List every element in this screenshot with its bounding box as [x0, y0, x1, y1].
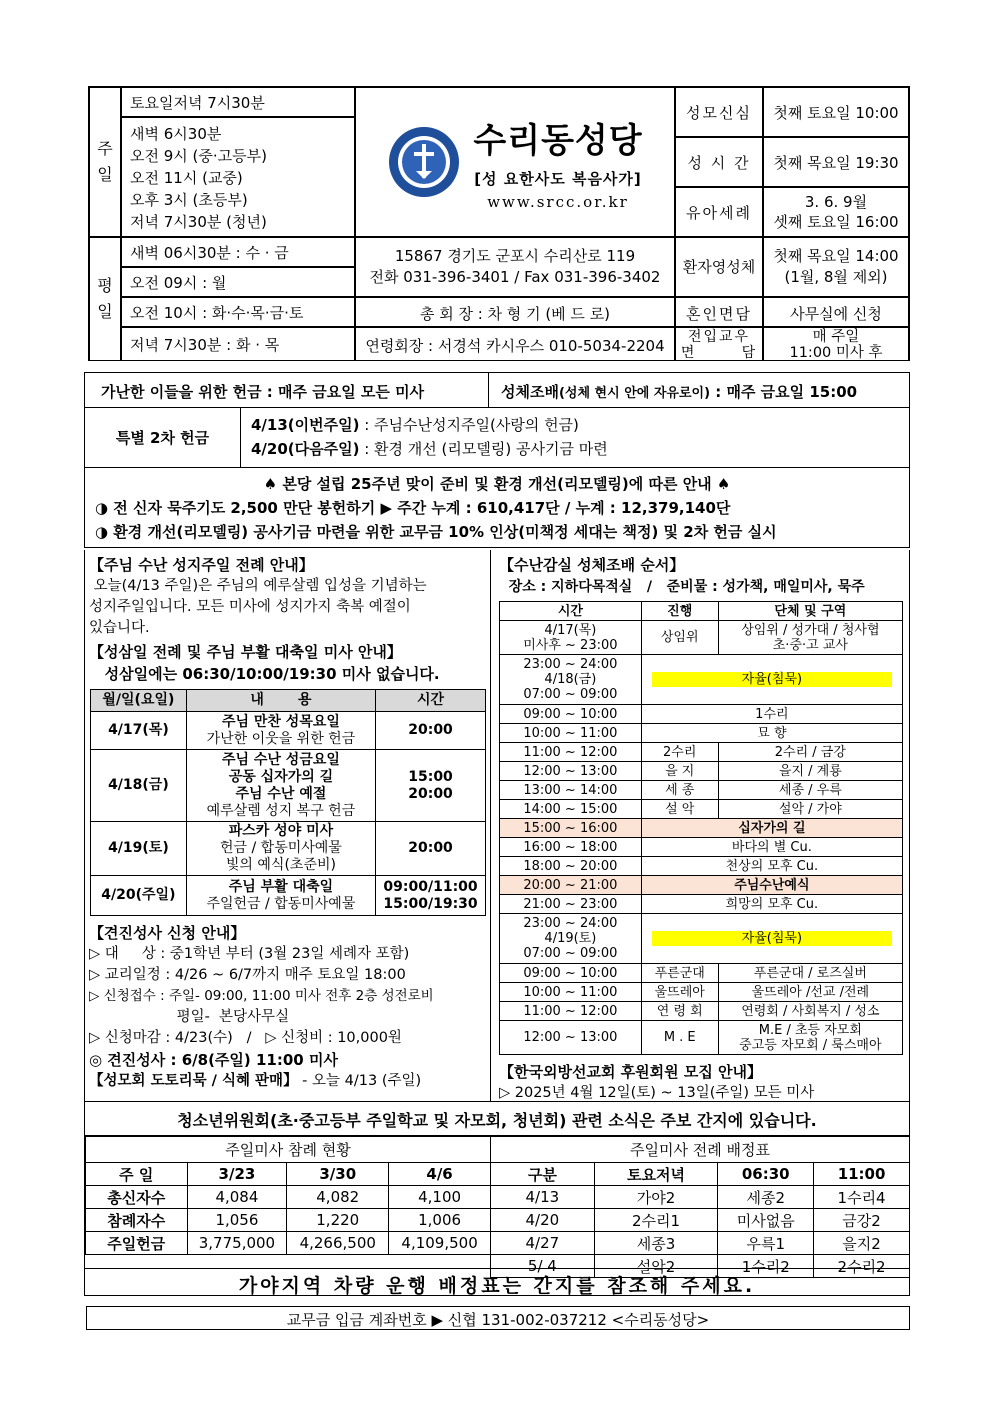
- header-overlay: [88, 86, 910, 361]
- info-key: 혼인면담: [675, 297, 763, 327]
- table-header: 시간: [376, 690, 486, 712]
- special-offering-item: 4/13(이번주일) : 주님수난성지주일(사랑의 헌금): [251, 416, 579, 434]
- table-row: 4/20(주일) 주님 부활 대축일 주일헌금 / 합동미사예물 09:00/11:00 15:00/19:30: [91, 876, 486, 916]
- info-key: 성 시 간: [675, 137, 763, 187]
- table-row: 16:00 ~ 18:00 바다의 별 Cu.: [500, 838, 903, 857]
- table-row: 23:00 ~ 24:00 4/18(금) 07:00 ~ 09:00 자율(침묵): [500, 655, 903, 705]
- table-row: 21:00 ~ 23:00 희망의 모후 Cu.: [500, 895, 903, 914]
- parish-website: www.srcc.or.kr: [487, 193, 629, 211]
- table-row: 참례자수 1,056 1,220 1,006: [86, 1209, 491, 1232]
- confirmation-line: ▷ 교리일정 : 4/26 ~ 6/7까지 매주 토요일 18:00: [89, 967, 406, 983]
- confirmation-line: ▷ 대 상 : 중1학년 부터 (3월 23일 세례자 포함): [89, 946, 410, 962]
- table-row: 4/20 2수리1 미사없음 금강2: [491, 1209, 910, 1232]
- account-notice: 교무금 입금 계좌번호 ▶ 신협 131-002-037212 <수리동성당>: [86, 1306, 910, 1330]
- table-header: 3/23: [187, 1163, 287, 1186]
- table-header: 진행: [641, 602, 718, 621]
- sale-notice: 【성모회 도토리묵 / 식혜 판매】 - 오늘 4/13 (주일): [89, 1073, 422, 1089]
- poor-offering: 가난한 이들을 위한 헌금 : 매주 금요일 모든 미사: [85, 373, 489, 407]
- confirmation-line: ▷ 신청접수 : 주일- 09:00, 11:00 미사 전후 2층 성전로비: [89, 988, 434, 1004]
- notice-row-special: [84, 408, 910, 468]
- info-value: 사무실에 신청: [763, 297, 909, 327]
- triduum-note: 성삼일에는 06:30/10:00/19:30 미사 없습니다.: [89, 665, 440, 683]
- table-header: 내 용: [186, 690, 375, 712]
- table-row: 15:00 ~ 16:00 십자가의 길: [500, 819, 903, 838]
- parish-title-area: [355, 87, 675, 237]
- palm-sunday-text: 오늘(4/13 주일)은 주님의 예루살렘 입성을 기념하는: [89, 578, 427, 594]
- info-key: 환자영성체: [675, 237, 763, 297]
- table-row: 09:00 ~ 10:00 푸른군대 푸른군대 / 로즈실버: [500, 964, 903, 983]
- youth-notice: 청소년위원회(초·중고등부 주일학교 및 자모회, 청년회) 관련 소식은 주보 간지에 있습니다.: [84, 1102, 910, 1136]
- table-row: 4/19(토) 파스카 성야 미사 헌금 / 합동미사예물 빛의 예식(초준비) 20:00: [91, 822, 486, 876]
- table-row: 13:00 ~ 14:00 세 종 세종 / 우륵: [500, 781, 903, 800]
- parish-phone: 전화 031-396-3401 / Fax 031-396-3402: [369, 268, 661, 286]
- table-row: 4/27 세종3 우륵1 을지2: [491, 1232, 910, 1255]
- anniversary-item: ◑ 환경 개선(리모델링) 공사기금 마련을 위한 교무금 10% 인상(미책정 세대는 책정) 및 2차 헌금 실시: [95, 523, 777, 541]
- table-header: 4/6: [389, 1163, 491, 1186]
- table-row: 주일헌금 3,775,000 4,266,500 4,109,500: [86, 1232, 491, 1255]
- special-offering-list: [241, 408, 909, 467]
- confirmation-line: 평일- 본당사무실: [89, 1009, 290, 1025]
- confirmation-date: ◎ 견진성사 : 6/8(주일) 11:00 미사: [89, 1051, 338, 1069]
- table-header: 월/일(요일): [91, 690, 187, 712]
- parish-logo-icon: [387, 125, 461, 199]
- table-header: 주 일: [86, 1163, 188, 1186]
- sunday-mass-item: 오전 11시 (교중): [130, 169, 243, 187]
- table-row: 10:00 ~ 11:00 묘 향: [500, 724, 903, 743]
- left-column: [84, 550, 490, 1102]
- anniversary-title: ♠ 본당 설립 25주년 맞이 준비 및 환경 개선(리모델링)에 따른 안내 ♠: [263, 475, 731, 493]
- weekday-side-label: 평 일: [89, 237, 121, 361]
- adoration-order-title: 【수난감실 성체조배 순서】: [499, 556, 685, 574]
- parish-president: 총 회 장 : 차 형 기 (베 드 로): [355, 297, 675, 327]
- sunday-mass-list: [121, 117, 355, 237]
- parish-subtitle: [성 요한사도 복음사가]: [474, 170, 642, 188]
- weekday-mass-item: 오전 09시 : 월: [121, 267, 355, 297]
- roster-title: 주일미사 전례 배정표: [491, 1137, 910, 1163]
- info-key: 유아세례: [675, 187, 763, 237]
- table-header: 토요저녁: [594, 1163, 718, 1186]
- confirmation-line: ▷ 신청마감 : 4/23(수) / ▷ 신청비 : 10,000원: [89, 1030, 402, 1046]
- confirmation-title: 【견진성사 신청 안내】: [89, 924, 246, 942]
- table-row: 18:00 ~ 20:00 천상의 모후 Cu.: [500, 857, 903, 876]
- info-key: 성모신심: [675, 87, 763, 137]
- table-row: 12:00 ~ 13:00 M . E M.E / 초등 자모회 중고등 자모회 / 룩스매아: [500, 1021, 903, 1055]
- table-row: 11:00 ~ 12:00 연 령 회 연령회 / 사회복지 / 성소: [500, 1002, 903, 1021]
- info-key: 전입교우 면 담: [675, 327, 763, 361]
- info-value: 첫째 목요일 14:00 (1월, 8월 제외): [763, 237, 909, 297]
- table-row: 4/18(금) 주님 수난 성금요일 공동 십자가의 길 주님 수난 예절 예루살렘 성지 복구 헌금 15:00 20:00: [91, 750, 486, 822]
- info-value: 첫째 목요일 19:30: [763, 137, 909, 187]
- table-header: 시간: [500, 602, 642, 621]
- attendance-block: [84, 1136, 490, 1268]
- table-row: 총신자수 4,084 4,082 4,100: [86, 1186, 491, 1209]
- parish-contact: [355, 237, 675, 297]
- notice-row-offering: [84, 372, 910, 408]
- weekday-mass-item: 저녁 7시30분 : 화 · 목: [121, 327, 355, 361]
- table-header: 06:30: [718, 1163, 814, 1186]
- triduum-table: [90, 689, 486, 916]
- table-row: 11:00 ~ 12:00 2수리 2수리 / 금강: [500, 743, 903, 762]
- table-row: 20:00 ~ 21:00 주님수난예식: [500, 876, 903, 895]
- mission-text: ▷ 2025년 4월 12일(토) ~ 13일(주일) 모든 미사: [499, 1085, 815, 1101]
- anniversary-item: ◑ 전 신자 묵주기도 2,500 만단 봉헌하기 ▶ 주간 누계 : 610,417단 / 누계 : 12,379,140단: [95, 499, 731, 517]
- weekday-mass-item: 오전 10시 : 화·수·목·금·토: [121, 297, 355, 327]
- sunday-mass-item: 새벽 6시30분: [130, 125, 222, 143]
- parish-address: 15867 경기도 군포시 수리산로 119: [394, 247, 636, 265]
- info-value: 매 주일 11:00 미사 후: [763, 327, 909, 361]
- sunday-mass-item: 오후 3시 (초등부): [130, 191, 248, 209]
- table-header: 구분: [491, 1163, 595, 1186]
- attendance-title: 주일미사 참례 현황: [86, 1137, 491, 1163]
- palm-sunday-text: 성지주일입니다. 모든 미사에 성지가지 축복 예절이: [89, 599, 411, 615]
- table-header: 11:00: [814, 1163, 910, 1186]
- special-offering-item: 4/20(다음주일) : 환경 개선 (리모델링) 공사기금 마련: [251, 440, 608, 458]
- table-row: 14:00 ~ 15:00 설 악 설악 / 가야: [500, 800, 903, 819]
- info-value: 3. 6. 9월 셋째 토요일 16:00: [763, 187, 909, 237]
- special-offering-label: 특별 2차 헌금: [85, 408, 241, 467]
- parish-elder: 연령회장 : 서경석 카시우스 010-5034-2204: [355, 327, 675, 361]
- table-row: 23:00 ~ 24:00 4/19(토) 07:00 ~ 09:00 자율(침묵): [500, 914, 903, 964]
- adoration-order-place: 장소 : 지하다목적실 / 준비물 : 성가책, 매일미사, 묵주: [499, 579, 865, 595]
- right-column: [490, 550, 910, 1102]
- palm-sunday-text: 있습니다.: [89, 620, 150, 636]
- info-value: 첫째 토요일 10:00: [763, 87, 909, 137]
- sunday-side-label: 주 일: [89, 87, 121, 237]
- roster-block: [490, 1136, 910, 1276]
- adoration-notice: 성체조배(성체 현시 안에 자유로이) : 매주 금요일 15:00: [501, 383, 858, 401]
- triduum-title: 【성삼일 전례 및 주님 부활 대축일 미사 안내】: [89, 643, 402, 661]
- table-row: 5/ 4 설악2 1수리2 2수리2: [491, 1255, 910, 1278]
- table-header: 단체 및 구역: [718, 602, 902, 621]
- table-row: 10:00 ~ 11:00 울뜨레아 울뜨레아 /선교 /전례: [500, 983, 903, 1002]
- table-row: 4/17(목) 미사후 ~ 23:00 상임위 상임위 / 성가대 / 청사협 초·중·고 교사: [500, 621, 903, 655]
- weekday-mass-item: 새벽 06시30분 : 수 · 금: [121, 237, 355, 267]
- sunday-mass-item: 저녁 7시30분 (청년): [130, 213, 267, 231]
- gaya-notice: 가야지역 차량 운행 배정표는 간지를 참조해 주세요.: [84, 1268, 910, 1296]
- table-row: 09:00 ~ 10:00 1수리: [500, 705, 903, 724]
- parish-name: 수리동성당: [473, 121, 643, 161]
- adoration-order-table: [499, 601, 903, 1055]
- mission-title: 【한국외방선교회 후원회원 모집 안내】: [499, 1063, 763, 1081]
- table-row: 4/13 가야2 세종2 1수리4: [491, 1186, 910, 1209]
- sunday-sat: 토요일저녁 7시30분: [121, 87, 355, 117]
- palm-sunday-title: 【주님 수난 성지주일 전례 안내】: [89, 556, 314, 574]
- sunday-mass-item: 오전 9시 (중·고등부): [130, 147, 267, 165]
- table-header: 3/30: [287, 1163, 389, 1186]
- table-row: 4/17(목) 주님 만찬 성목요일 가난한 이웃을 위한 헌금 20:00: [91, 712, 486, 750]
- anniversary-notice: [84, 468, 910, 548]
- table-row: 12:00 ~ 13:00 을 지 을지 / 계룡: [500, 762, 903, 781]
